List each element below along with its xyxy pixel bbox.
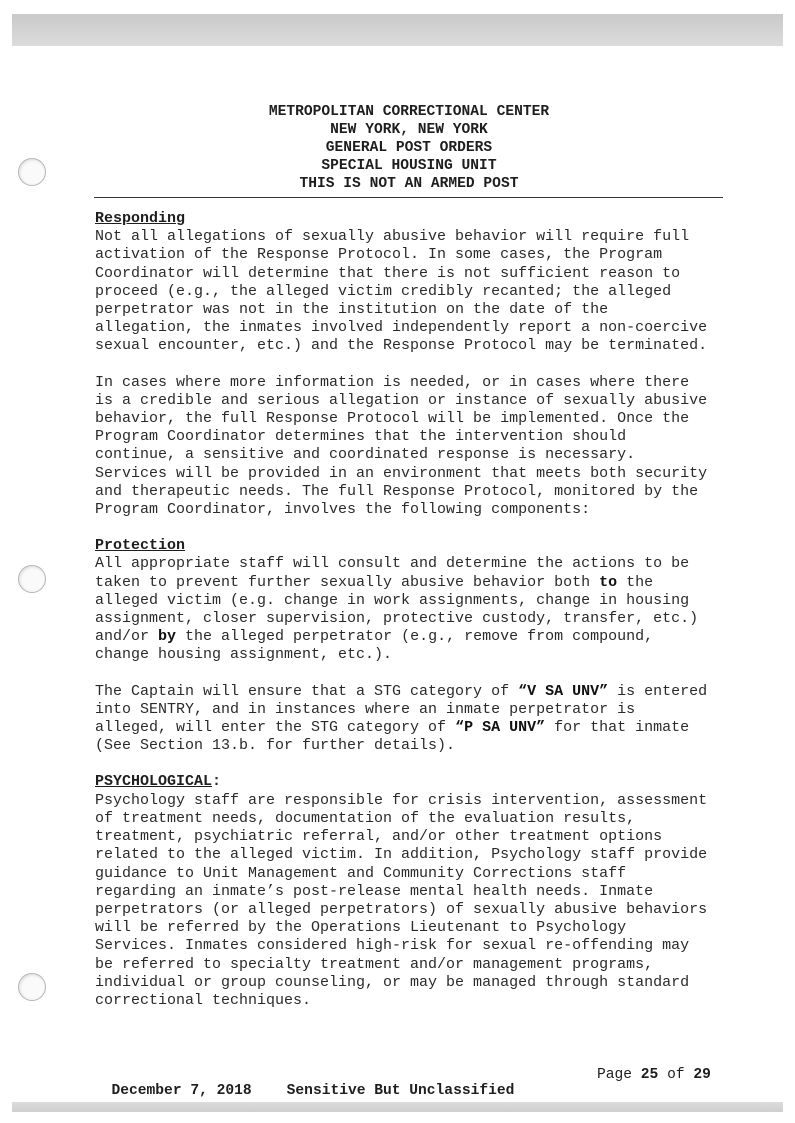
footer-classification: Sensitive But Unclassified [286,1083,515,1099]
text-run: for that inmate (See Section 13.b. for further details). [95,719,690,755]
responding-paragraph-2: In cases where more information is needed, or in cases where there is a credible and serious allegation or instance of sexually abusive behavior, the full Response Protocol will be implemented. Once the Program Coordinator determines that the intervention should continue, a sensitive and coordinated response is necessary. Services will be provided in an environment that meets both security and therapeutic needs. The full Response Protocol, monitored by the Program Coordinator, involves the following components: [95,373,708,519]
page-of-label: of [667,1067,685,1083]
stg-code-perpetrator: “P SA UNV” [455,719,546,737]
header-location: NEW YORK, NEW YORK [330,122,488,138]
emphasis-to: to [599,573,618,591]
text-run: the alleged victim (e.g. change in work assignments, change in housing assignment, closer supervision, protective custody, transfer, etc.) and/or [95,573,699,646]
section-protection [95,537,755,755]
stg-code-victim: “V SA UNV” [518,682,609,700]
header-institution: METROPOLITAN CORRECTIONAL CENTER [268,104,550,120]
page-footer [94,1067,734,1115]
emphasis-by: by [158,628,177,646]
page-total: 29 [693,1067,711,1083]
header-post-status: THIS IS NOT AN ARMED POST [299,176,519,192]
punch-hole-icon [18,158,46,186]
page-current: 25 [640,1067,659,1083]
punch-hole-icon [18,565,46,593]
psychological-paragraph: Psychology staff are responsible for crisis intervention, assessment of treatment needs, documentation of the evaluation results, treatment, psychiatric referral, and/or other treatment options related to the alleged victim. In addition, Psychology staff provide guidance to Unit Management and Community Corrections staff regarding an inmate’s post-release mental health needs. Inmate perpetrators (or alleged perpetrators) of sexually abusive behaviors will be referred by the Operations Lieutenant to Psychology Services. Inmates considered high-risk for sexual re-offending may be referred to specialty treatment and/or management programs, individual or group counseling, or may be managed through standard correctional techniques. [95,791,708,1009]
section-heading-responding: Responding [95,210,186,227]
protection-paragraph-2 [95,683,755,756]
text-run: is entered into SENTRY, and in instances where an inmate perpetrator is alleged, will enter the STG category of [95,682,708,737]
header-divider [94,197,723,198]
heading-colon: : [212,773,222,791]
header-unit: SPECIAL HOUSING UNIT [321,158,497,174]
responding-paragraph-1: Not all allegations of sexually abusive behavior will require full activation of the Response Protocol. In some cases, the Program Coordinator will determine that there is not sufficient reason to proceed (e.g., the alleged victim credibly recanted; the alleged perpetrator was not in the institution on the date of the allegation, the inmates involved independently report a non-coercive sexual encounter, etc.) and the Response Protocol may be terminated. [95,228,708,355]
footer-page-number [597,1067,711,1083]
punch-hole-icon [18,973,46,1001]
text-run: The Captain will ensure that a STG category of [95,682,519,700]
document-header [94,103,724,193]
text-run: All appropriate staff will consult and determine the actions to be taken to prevent further sexually abusive behavior both [95,555,690,591]
text-run: the alleged perpetrator (e.g., remove from compound, change housing assignment, etc.). [95,628,654,664]
section-heading-psychological-wrap [95,773,755,791]
section-psychological [95,773,755,1010]
section-heading-psychological: PSYCHOLOGICAL [95,773,213,791]
scan-edge-top [12,14,783,46]
protection-paragraph-1 [95,555,755,664]
footer-date: December 7, 2018 [111,1083,252,1099]
section-heading-protection: Protection [95,537,186,555]
document-body [95,210,755,1028]
page-label: Page [597,1067,633,1083]
header-doc-type: GENERAL POST ORDERS [325,140,493,156]
section-responding [95,210,755,519]
